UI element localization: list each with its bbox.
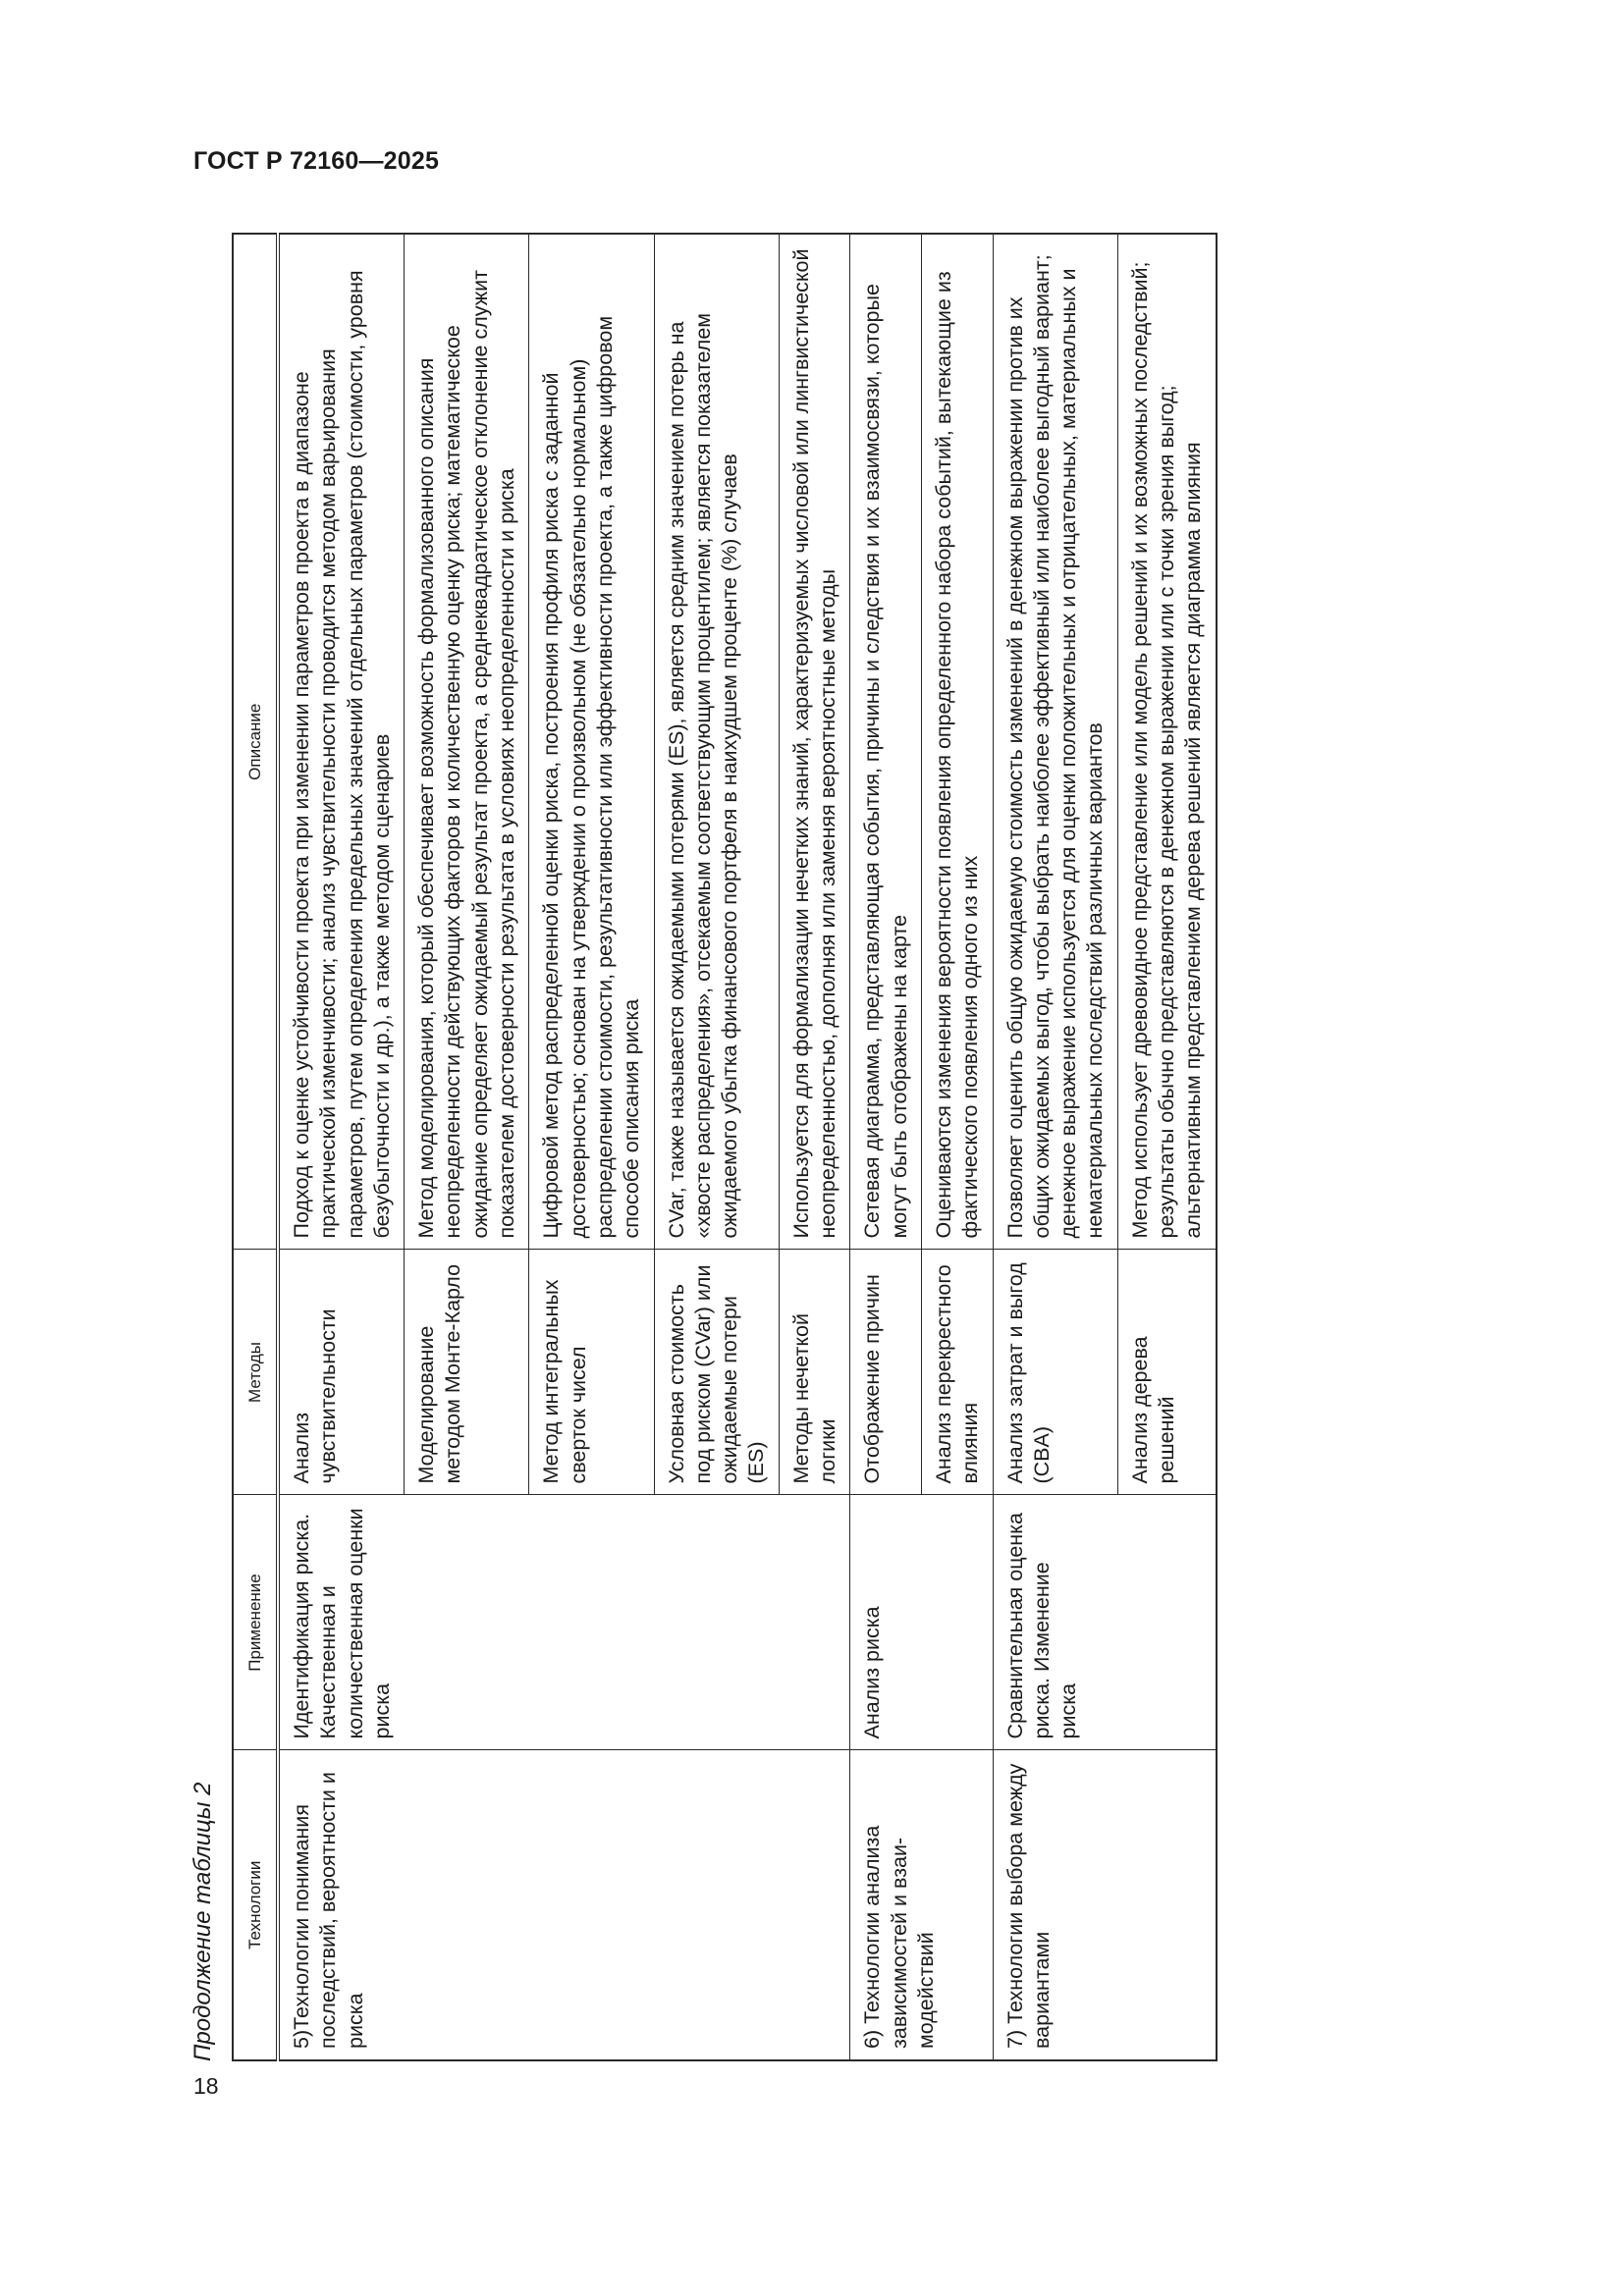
method-cell: Условная стоимость под риском (CVar) или ожидаемые потери (ES) [654, 1250, 779, 1495]
column-header-application: Применение [233, 1495, 278, 1750]
description-cell: Метод моделирования, который обеспечивает возможность формализованного описания неопределенности действующих факторов и количественную оценку риска; математическое ожидание определяет ожидаемый результат проекта, а среднеквадратическое отклонение служит показателем достоверности результата в условиях неопределенности и риска [405, 234, 529, 1250]
method-cell: Отображение причин [850, 1250, 922, 1495]
document-header: ГОСТ Р 72160—2025 [193, 147, 440, 175]
application-cell: Идентификация риска. Качественная и количественная оценки риска [278, 1495, 850, 1750]
column-header-description: Описание [233, 234, 278, 1250]
description-cell: Подход к оценке устойчивости проекта при изменении параметров проекта в диапазоне практической изменчивости; анализ чувствительности проводится методом варьирования параметров, путем определения предельных значений отдельных параметров (стоимости, уровня безубыточности и др.), а также методом сценариев [278, 234, 405, 1250]
method-cell: Метод интегральных сверток чисел [529, 1250, 654, 1495]
table-row [993, 234, 1117, 2060]
description-cell: Цифровой метод распределенной оценки риска, построения профиля риска с заданной достоверностью; основан на утверждении о произвольном (не обязательно нормальном) распределении стоимости, результативности или эффективности проекта, а также цифровом способе описания риска [529, 234, 654, 1250]
page-number: 18 [193, 2073, 219, 2099]
rotated-table-area [189, 226, 1476, 2061]
description-cell: CVar, также называется ожидаемыми потерями (ES), является средним значением потерь на «хвосте распределения», отсекаемым соответствующим процентилем; является показателем ожидаемого убытка финансового портфеля в наихудшем проценте (%) случаев [654, 234, 779, 1250]
method-cell: Моделирование методом Монте-Карло [405, 1250, 529, 1495]
method-cell: Анализ затрат и выгод (CBA) [993, 1250, 1117, 1495]
column-header-methods: Методы [233, 1250, 278, 1495]
description-cell: Оцениваются изменения вероятности появления определенного набора событий, вытекающие из фактического появления одного из них [921, 234, 993, 1250]
technology-cell: 6) Технологии анализа зависимостей и взаимодействий [850, 1750, 993, 2060]
methods-table [232, 233, 1218, 2061]
technology-cell: 7) Технологии выбора между вариантами [993, 1750, 1217, 2060]
application-cell: Сравнительная оценка риска. Изменение риска [993, 1495, 1217, 1750]
column-header-technologies: Технологии [233, 1750, 278, 2060]
table-row [850, 234, 922, 2060]
application-cell: Анализ риска [850, 1495, 993, 1750]
method-cell: Анализ дерева решений [1117, 1250, 1216, 1495]
method-cell: Методы нечеткой логики [779, 1250, 850, 1495]
description-cell: Сетевая диаграмма, представляющая события, причины и следствия и их взаимосвязи, которые могут быть отображены на карте [850, 234, 922, 1250]
description-cell: Метод использует древовидное представление или модель решений и их возможных последствий; результаты обычно представляются в денежном выражении или с точки зрения выгод; альтернативным представлением дерева решений является диаграмма влияния [1117, 234, 1216, 1250]
method-cell: Анализ чувствительности [278, 1250, 405, 1495]
technology-cell: 5)Технологии понимания последствий, вероятности и риска [278, 1750, 850, 2060]
table-header-row [233, 234, 278, 2060]
table-row [278, 234, 405, 2060]
table-caption: Продолжение таблицы 2 [189, 1782, 216, 2061]
description-cell: Позволяет оценить общую ожидаемую стоимость изменений в денежном выражении против их общих ожидаемых выгод, чтобы выбрать наиболее эффективный или наиболее выгодный вариант; денежное выражение используется для оценки положительных и отрицательных, материальных и нематериальных последствий различных вариантов [993, 234, 1117, 1250]
description-cell: Используется для формализации нечетких знаний, характеризуемых числовой или лингвистической неопределенностью, дополняя или заменяя вероятностные методы [779, 234, 850, 1250]
method-cell: Анализ перекрестного влияния [921, 1250, 993, 1495]
